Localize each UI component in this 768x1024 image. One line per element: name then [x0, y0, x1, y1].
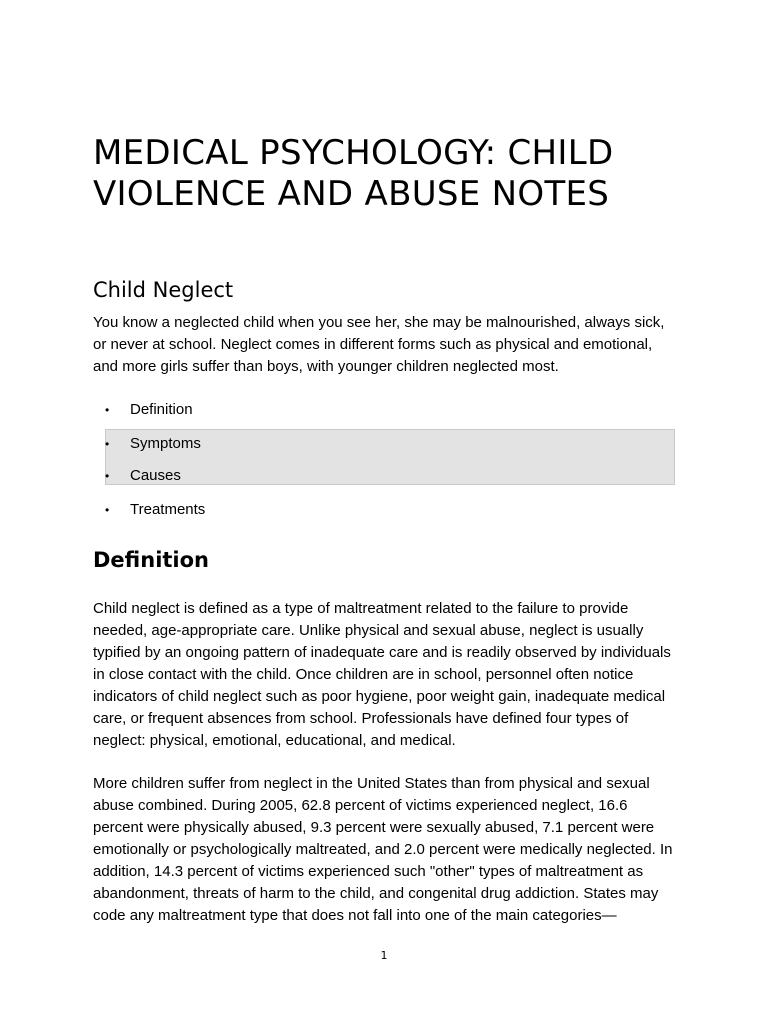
section-heading-definition: Definition: [93, 548, 210, 572]
intro-paragraph: You know a neglected child when you see her, she may be malnourished, always sick, or never at school. Neglect comes in different forms such as physical and emotional, and more girls suffer than boys, with younger children neglected most.: [93, 314, 665, 375]
document-title: MEDICAL PSYCHOLOGY: CHILD VIOLENCE AND ABUSE NOTES: [93, 133, 614, 214]
bullet-icon: •: [105, 437, 110, 451]
page-number: 1: [380, 949, 388, 962]
statistics-paragraph: More children suffer from neglect in the United States than from physical and sexual abuse combined. During 2005, 62.8 percent of victims experienced neglect, 16.6 percent were physically abused, 9.3 percent were sexually abused, 7.1 percent were emotionally or psychologically maltreated, and 2.0 percent were medically neglected. In addition, 14.3 percent of victims experienced such "other" types of maltreatment as abandonment, threats of harm to the child, and congenital drug addiction. States may code any maltreatment type that does not fall into one of the main categories—: [93, 775, 673, 924]
bullet-icon: •: [105, 403, 110, 417]
toc-item-label: Treatments: [130, 501, 206, 518]
bullet-icon: •: [105, 503, 110, 517]
section-heading-child-neglect: Child Neglect: [93, 278, 234, 302]
bullet-icon: •: [105, 469, 110, 483]
toc-item-label: Symptoms: [130, 435, 201, 452]
toc-item-label: Causes: [130, 467, 181, 484]
toc-item-label: Definition: [130, 401, 193, 418]
definition-paragraph: Child neglect is defined as a type of maltreatment related to the failure to provide needed, age-appropriate care. Unlike physical and sexual abuse, neglect is usually typified by an ongoing pattern of inadequate care and is readily observed by individuals in close contact with the child. Once children are in school, personnel often notice indicators of child neglect such as poor hygiene, poor weight gain, inadequate medical care, or frequent absences from school. Professionals have defined four types of neglect: physical, emotional, educational, and medical.: [93, 600, 671, 749]
